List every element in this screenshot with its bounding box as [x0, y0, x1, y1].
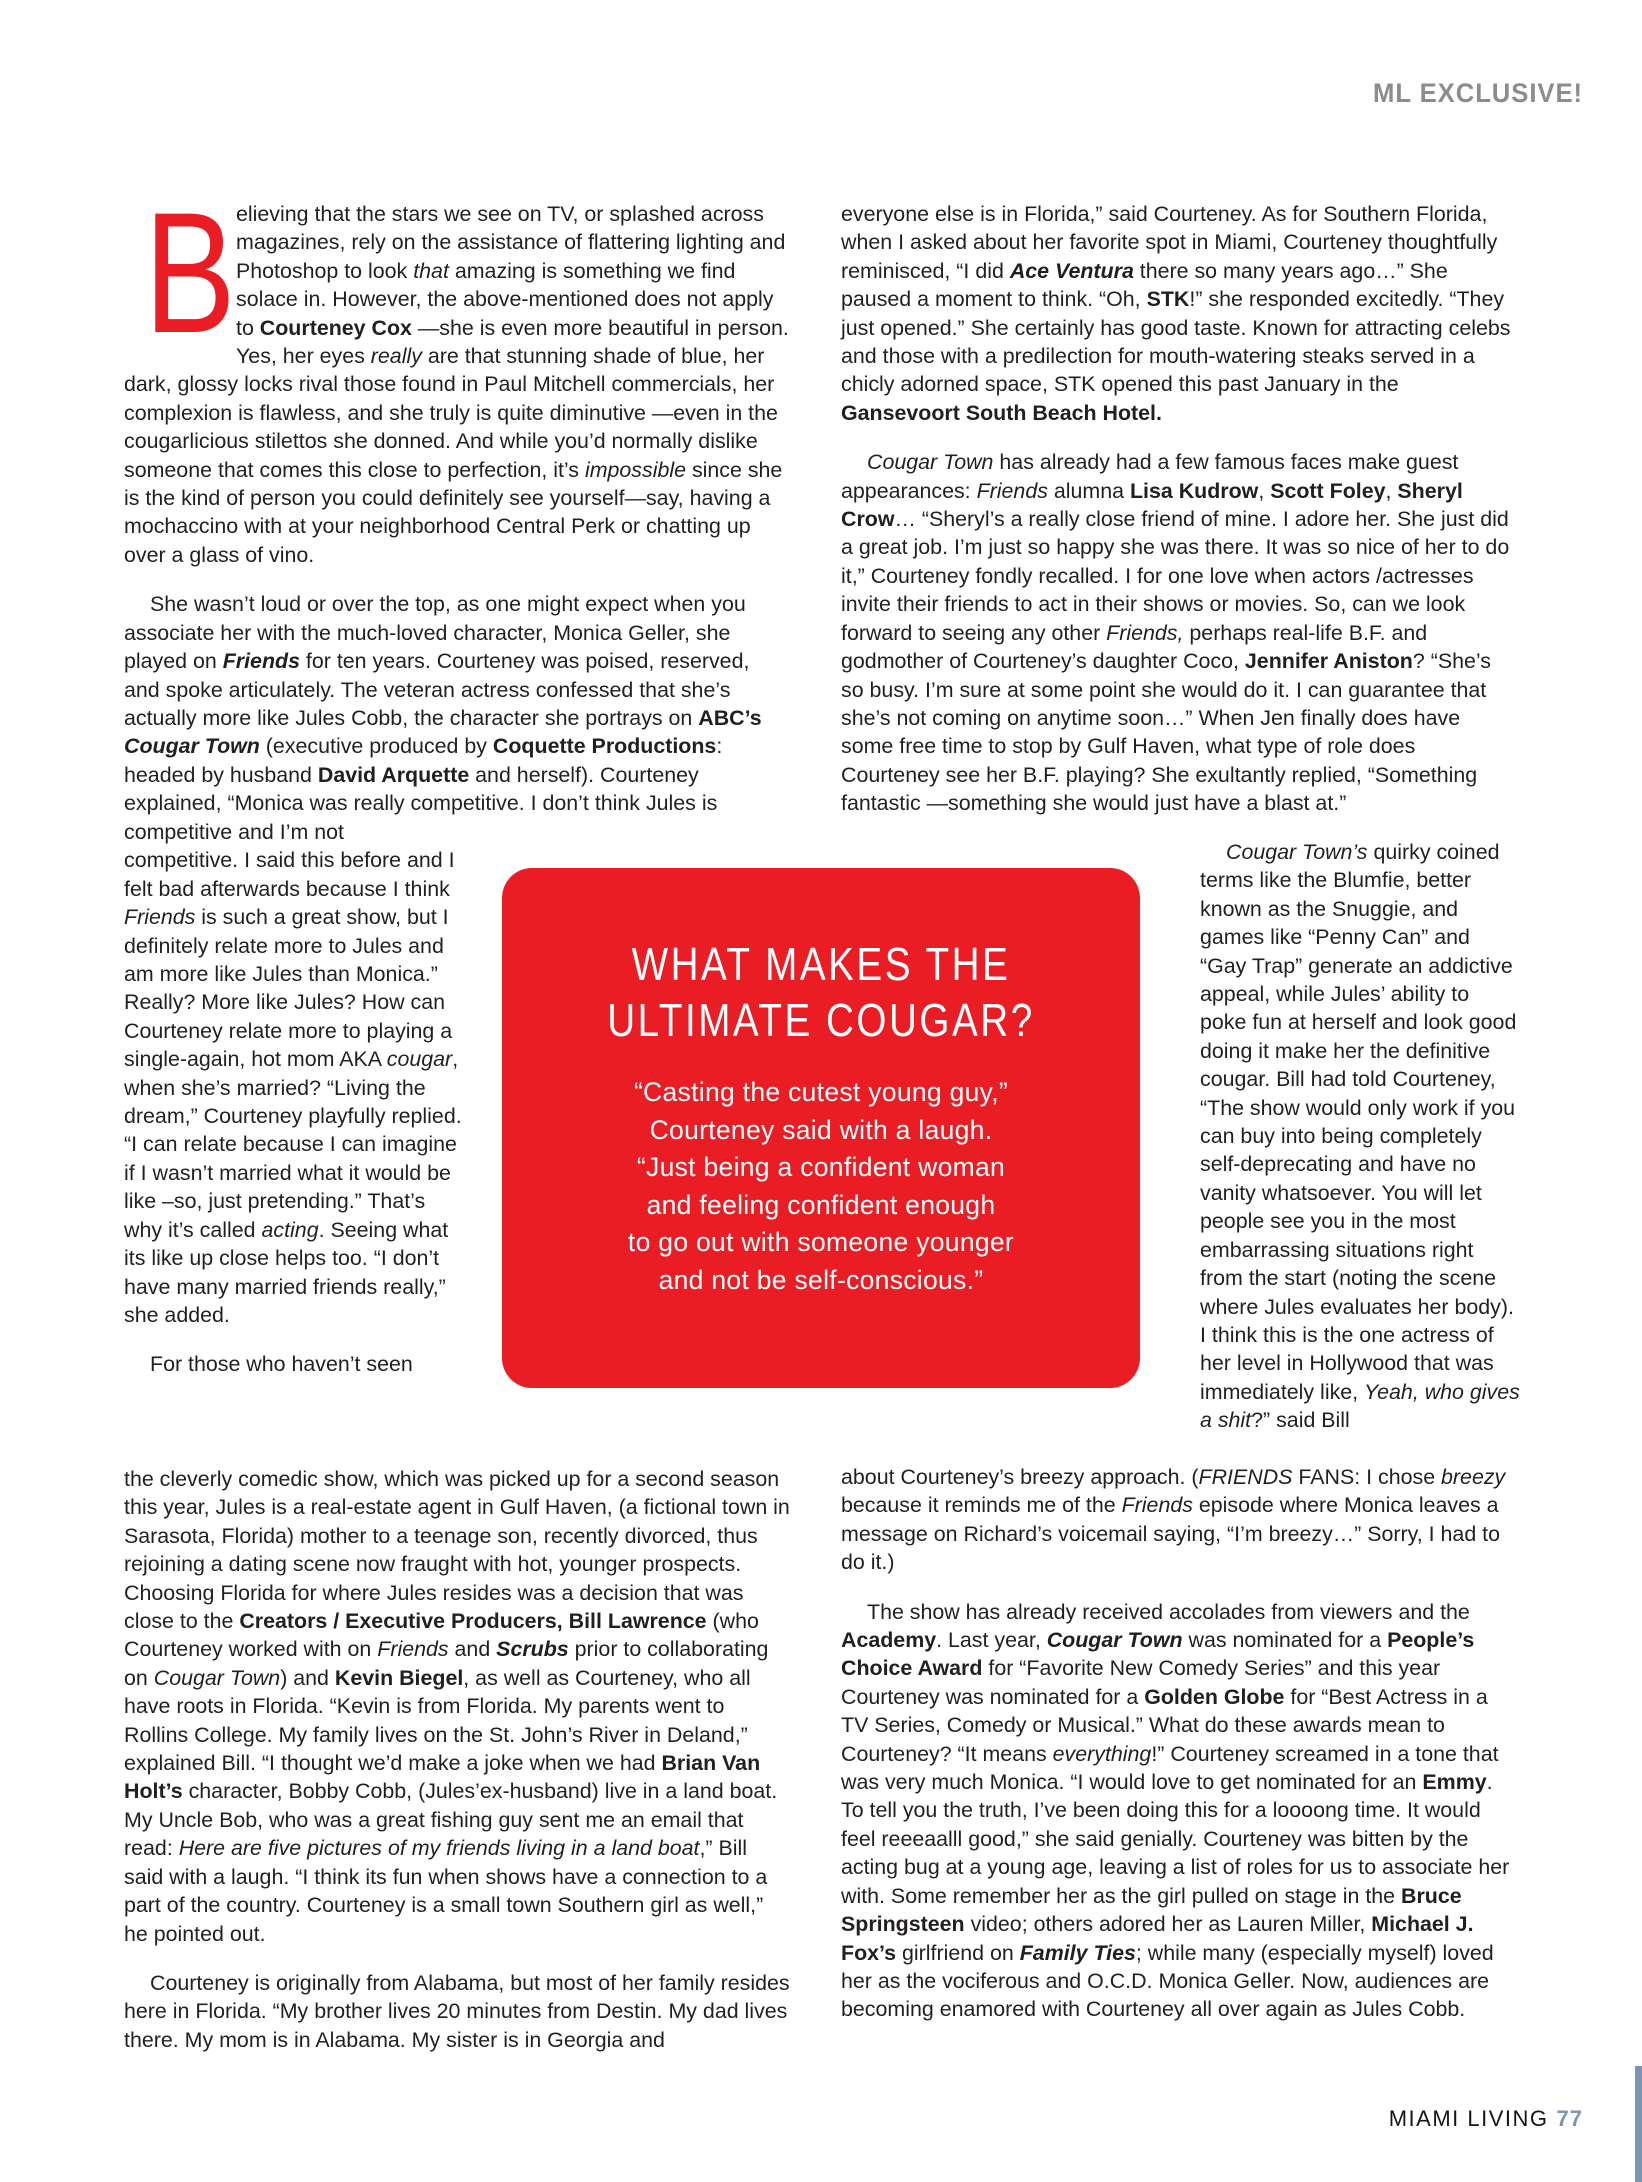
text-line: Courteney said with a laugh.	[649, 1114, 993, 1145]
left-column-text-bottom	[124, 1465, 790, 2054]
paragraph: about Courteney’s breezy approach. (FRIENDS FANS: I chose breezy because it reminds me of the Friends episode where Monica leaves a message on Richard’s voicemail saying, “I’m breezy…” Sorry, I had to do it.)	[841, 1465, 1506, 1575]
footer	[1389, 2106, 1583, 2132]
right-column-text-bottom	[841, 1463, 1517, 2024]
paragraph: Cougar Town has already had a few famous faces make guest appearances: Friends alumna Lisa Kudrow, Scott Foley, Sheryl Crow… “Sheryl’s a really close friend of mine. I adore her. She just did a great job. I’m just so happy she was there. It was so nice of her to do it,” Courteney fondly recalled. I for one love when actors /actresses invite their friends to act in their shows or movies. So, can we look forward to seeing any other Friends, perhaps real-life B.F. and godmother of Courteney’s daughter Coco, Jennifer Aniston? “She’s so busy. I’m sure at some point she would do it. I can guarantee that she’s not coming on anytime soon…” When Jen finally does have some free time to stop by Gulf Haven, what type of role does Courteney see her B.F. playing? She exultantly replied, “Something fantastic —something she would just have a blast at.”	[841, 450, 1510, 816]
text-line: ULTIMATE COUGAR?	[607, 994, 1035, 1046]
paragraph: Believing that the stars we see on TV, or splashed across magazines, rely on the assistance of flattering lighting and Photoshop to look that amazing is something we find solace in. However, the above-mentioned does not apply to Courteney Cox —she is even more beautiful in person. Yes, her eyes really are that stunning shade of blue, her dark, glossy locks rival those found in Paul Mitchell commercials, her complexion is flawless, and she truly is quite diminutive —even in the cougarlicious stilettos she donned. And while you’d normally dislike someone that comes this close to perfection, it’s impossible since she is the kind of person you could definitely see yourself—say, having a mochaccino with at your neighborhood Central Perk or chatting up over a glass of vino.	[124, 177, 789, 567]
text-line: and feeling confident enough	[646, 1189, 996, 1220]
paragraph: The show has already received accolades from viewers and the Academy. Last year, Cougar Town was nominated for a People’s Choice Award for “Favorite New Comedy Series” and this year Courteney was nominated for a Golden Globe for “Best Actress in a TV Series, Comedy or Musical.” What do these awards mean to Courteney? “It means everything!” Courteney screamed in a tone that was very much Monica. “I would love to get nominated for an Emmy. To tell you the truth, I’ve been doing this for a loooong time. It would feel reeeaalll good,” she said genially. Courteney was bitten by the acting bug at a young age, leaving a list of roles for us to associate her with. Some remember her as the girl pulled on stage in the Bruce Springsteen video; others adored her as Lauren Miller, Michael J. Fox’s girlfriend on Family Ties; while many (especially myself) loved her as the vociferous and O.C.D. Monica Geller. Now, audiences are becoming enamored with Courteney all over again as Jules Cobb.	[841, 1599, 1510, 2022]
paragraph: Courteney is originally from Alabama, but most of her family resides here in Florida. “My brother lives 20 minutes from Destin. My dad lives there. My mom is in Alabama. My sister is in Georgia and	[124, 1970, 790, 2052]
text-line: and not be self-conscious.”	[658, 1264, 984, 1295]
text-line: WHAT MAKES THE	[631, 938, 1011, 990]
pull-quote-box	[502, 868, 1140, 1388]
section-header: ML EXCLUSIVE!	[1373, 78, 1583, 108]
page-number: 77	[1556, 2106, 1583, 2131]
magazine-name: MIAMI LIVING	[1388, 2106, 1549, 2131]
pull-quote-title	[553, 936, 1089, 1048]
right-column-text-narrow	[1200, 838, 1520, 1435]
pull-quote-text	[502, 1074, 1140, 1299]
paragraph: everyone else is in Florida,” said Courteney. As for Southern Florida, when I asked about her favorite spot in Miami, Courteney thoughtfully reminisced, “I did Ace Ventura there so many years ago…” She paused a moment to think. “Oh, STK!” she responded excitedly. “They just opened.” She certainly has good taste. Known for attracting celebs and those with a predilection for mouth-watering steaks served in a chicly adorned space, STK opened this past January in the Gansevoort South Beach Hotel.	[841, 202, 1511, 425]
paragraph: the cleverly comedic show, which was picked up for a second season this year, Jules is a real-estate agent in Gulf Haven, (a fictional town in Sarasota, Florida) mother to a teenage son, recently divorced, thus rejoining a dating scene now fraught with hot, younger prospects. Choosing Florida for where Jules resides was a decision that was close to the Creators / Executive Producers, Bill Lawrence (who Courteney worked with on Friends and Scrubs prior to collaborating on Cougar Town) and Kevin Biegel, as well as Courteney, who all have roots in Florida. “Kevin is from Florida. My parents went to Rollins College. My family lives on the St. John’s River in Deland,” explained Bill. “I thought we’d make a joke when we had Brian Van Holt’s character, Bobby Cobb, (Jules’ex-husband) live in a land boat. My Uncle Bob, who was a great fishing guy sent me an email that read: Here are five pictures of my friends living in a land boat,” Bill said with a laugh. “I think its fun when shows have a connection to a part of the country. Courteney is a small town Southern girl as well,” he pointed out.	[124, 1467, 790, 1946]
page-edge-accent-bar	[1635, 2066, 1642, 2182]
text-line: to go out with someone younger	[627, 1227, 1015, 1257]
right-column-text-top	[841, 200, 1517, 818]
left-column-text-narrow	[124, 818, 464, 1379]
paragraph: She wasn’t loud or over the top, as one might expect when you associate her with the much-loved character, Monica Geller, she played on Friends for ten years. Courteney was poised, reserved, and spoke articulately. The veteran actress confessed that she’s actually more like Jules Cobb, the character she portrays on ABC’s Cougar Town (executive produced by Coquette Productions: headed by husband David Arquette and herself). Courteney explained, “Monica was really competitive. I don’t think Jules is	[124, 592, 762, 816]
text-line: “Just being a confident woman	[636, 1152, 1006, 1182]
paragraph: For those who haven’t seen	[150, 1352, 413, 1377]
paragraph: competitive and I’m not competitive. I said this before and I felt bad afterwards because I think Friends is such a great show, but I definitely relate more to Jules and am more like Jules than Monica.” Really? More like Jules? How can Courteney relate more to playing a single-again, hot mom AKA cougar, when she’s married? “Living the dream,” Courteney playfully replied. “I can relate because I can imagine if I wasn’t married what it would be like –so, just pretending.” That’s why it’s called acting. Seeing what its like up close helps too. “I don’t have many married friends really,” she added.	[124, 820, 462, 1327]
text-line: “Casting the cutest young guy,”	[633, 1077, 1009, 1107]
paragraph: Cougar Town’s quirky coined terms like the Blumfie, better known as the Snuggie, and games like “Penny Can” and “Gay Trap” generate an addictive appeal, while Jules’ ability to poke fun at herself and look good doing it make her the definitive cougar. Bill had told Courteney, “The show would only work if you can buy into being completely self-deprecating and have no vanity whatsoever. You will let people see you in the most embarrassing situations right from the start (noting the scene where Jules evaluates her body). I think this is the one actress of her level in Hollywood that was immediately like, Yeah, who gives a shit?” said Bill	[1200, 840, 1520, 1433]
left-column-text-top	[124, 177, 790, 818]
drop-cap: B	[144, 177, 236, 369]
